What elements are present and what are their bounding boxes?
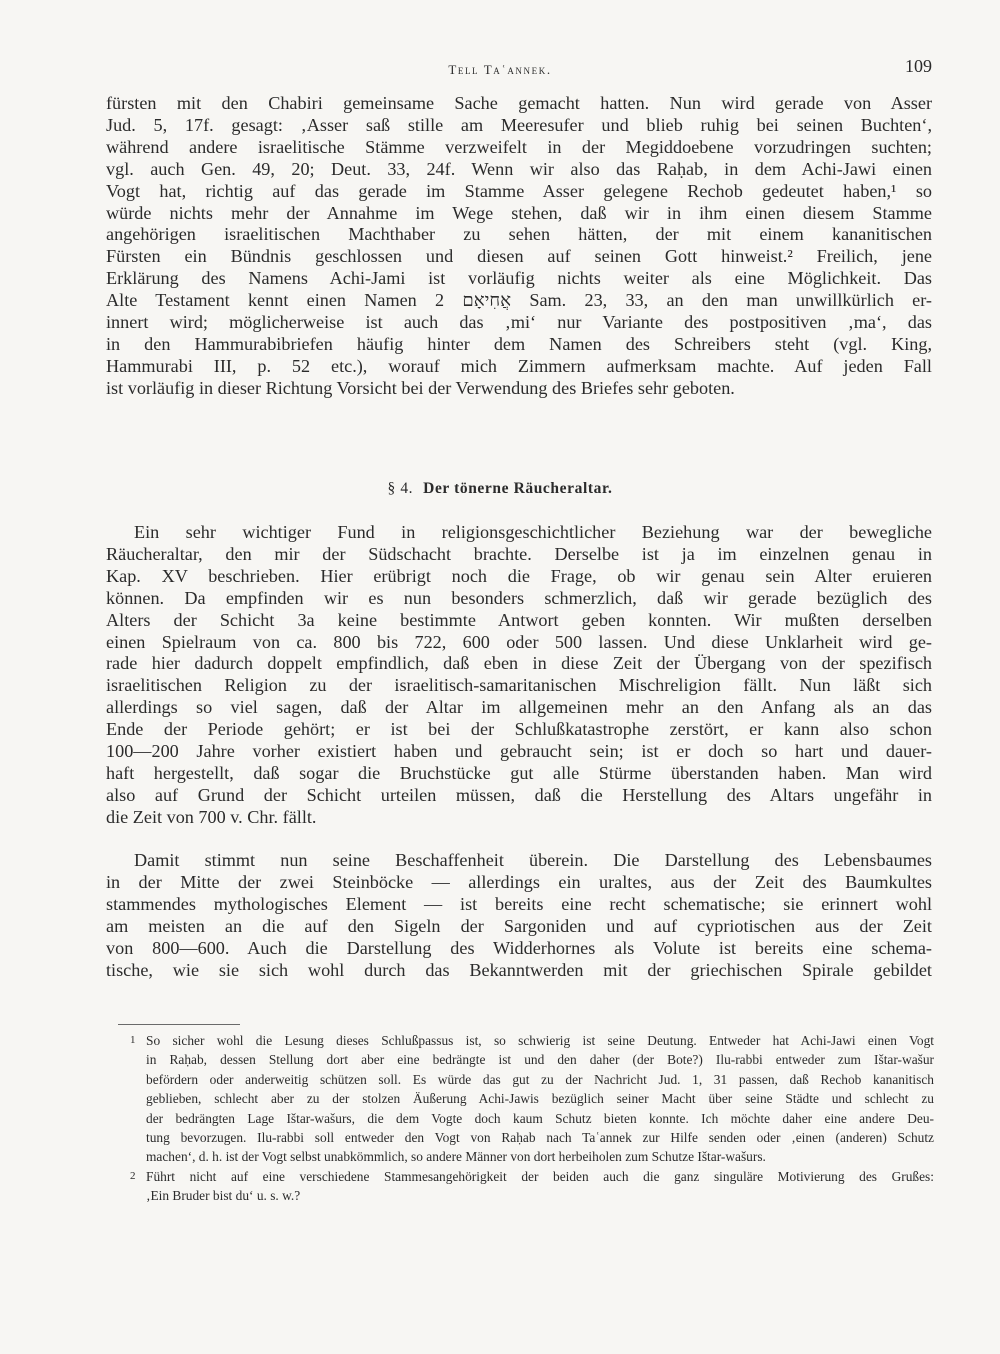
paragraph-altar-style bbox=[106, 850, 932, 981]
footnote-divider bbox=[118, 1024, 240, 1025]
footnote-1-line: der bedrängten Lage Ištar-wašurs, die dem Vogte doch kaum Schutz bieten konnte. Ich möchte daher eine andere Deu- bbox=[146, 1110, 934, 1126]
text-line: können. Da empfinden wir es nun besonders schmerzlich, daß wir gerade bezüglich des bbox=[106, 587, 932, 608]
paragraph-altar-dating bbox=[106, 522, 932, 829]
text-line: Erklärung des Namens Achi-Jami ist vorläufig nichts weiter als eine Möglichkeit. Das bbox=[106, 268, 932, 289]
paragraph-continued bbox=[106, 93, 932, 400]
text-line: Alters der Schicht 3a keine bestimmte Antwort geben konnten. Wir mußten derselben bbox=[106, 609, 932, 630]
section-heading bbox=[0, 480, 1000, 498]
text-line: israelitischen Religion zu der israelitisch-samaritanischen Mischreligion fällt. Nun läßt sich bbox=[106, 675, 932, 696]
text-line: 100—200 Jahre vorher existiert haben und gebraucht sein; ist er doch so hart und dauer- bbox=[106, 741, 932, 762]
text-line: während andere israelitische Stämme verzweifelt in der Megiddoebene vorzudringen suchten; bbox=[106, 136, 932, 157]
footnote-2-line: ‚Ein Bruder bist du‘ u. s. w.? bbox=[146, 1188, 301, 1204]
text-line: allerdings so viel sagen, daß der Altar im allgemeinen mehr an den Anfang als an das bbox=[106, 697, 932, 718]
footnote-1-line: befördern oder anderweitig schützen soll. Es würde das gut zu der Nachricht Jud. 1, 31 passen, daß Rechob kananitisch bbox=[146, 1071, 934, 1087]
running-head bbox=[0, 56, 1000, 84]
text-line: tische, wie sie sich wohl durch das Bekanntwerden mit der griechischen Spirale gebildet bbox=[106, 959, 932, 980]
footnote-2-text: Führt nicht auf eine verschiedene Stammesangehörigkeit der beiden auch die ganz singuläre Motivierung des Grußes: bbox=[146, 1168, 934, 1184]
text-line: angehörigen israelitischen Machthaber zu sehen hätten, der mit einem kananitischen bbox=[106, 224, 932, 245]
text-line: rade hier dadurch doppelt empfindlich, daß eben in diese Zeit der Übergang von der spezifisch bbox=[106, 653, 932, 674]
section-title: Der tönerne Räucheraltar. bbox=[423, 480, 613, 497]
text-line: Jud. 5, 17f. gesagt: ‚Asser saß stille am Meeresufer und blieb ruhig bei seinen Buchten‘, bbox=[106, 114, 932, 135]
text-line: stammendes mythologisches Element — ist bereits eine recht schematische; sie erinnert wohl bbox=[106, 893, 932, 914]
text-line: Kap. XV beschrieben. Hier erübrigt noch die Frage, ob wir genau sein Alter eruieren bbox=[106, 565, 932, 586]
footnote-1-text: So sicher wohl die Lesung dieses Schlußpassus ist, so schwierig ist seine Deutung. Entweder hat Achi-Jawi einen Vogt bbox=[146, 1033, 934, 1048]
text-line: vgl. auch Gen. 49, 20; Deut. 33, 24f. Wenn wir also das Raḥab, in dem Achi-Jawi einen bbox=[106, 158, 932, 179]
text-line: haft hergestellt, daß sogar die Bruchstücke gut alle Stürme überstanden haben. Man wird bbox=[106, 762, 932, 783]
text-line: Vogt hat, richtig auf das gerade im Stamme Asser gelegene Rechob gedeutet haben,¹ so bbox=[106, 180, 932, 201]
text-line: in der Mitte der zwei Steinböcke — allerdings ein uraltes, aus der Zeit des Baumkultes bbox=[106, 871, 932, 892]
footnote-1-line bbox=[130, 1031, 934, 1050]
text-line: am meisten an die auf den Sigeln der Sargoniden und auf cypriotischen aus der Zeit bbox=[106, 915, 932, 936]
text-line: Fürsten ein Bündnis geschlossen und diesen auf seinen Gott hinweist.² Freilich, jene bbox=[106, 246, 932, 267]
text-line: Damit stimmt nun seine Beschaffenheit überein. Die Darstellung des Lebensbaumes bbox=[134, 850, 932, 870]
footnote-1-mark: 1 bbox=[130, 1034, 136, 1046]
footnote-1-line: geblieben, schlecht aber zu der stolzen Äußerung Achi-Jawis bezüglich seiner Macht über seine Städte und schlecht zu bbox=[146, 1091, 934, 1107]
text-line: innert wird; möglicherweise ist auch das ‚mi‘ nur Variante des postpositiven ‚ma‘, das bbox=[106, 312, 932, 333]
footnote-1-line: machen‘, d. h. ist der Vogt selbst unabkömmlich, so andere Männer von dort herbeiholen zum Schutze Ištar-wašurs. bbox=[146, 1149, 766, 1165]
text-line: von 800—600. Auch die Darstellung des Widderhornes als Volute ist bereits eine schema- bbox=[106, 937, 932, 958]
text-line: fürsten mit den Chabiri gemeinsame Sache gemacht hatten. Nun wird gerade von Asser bbox=[106, 93, 932, 113]
running-title: Tell Taʿannek. bbox=[448, 62, 552, 77]
text-line: in den Hammurabibriefen häufig hinter dem Namen des Schreibers steht (vgl. King, bbox=[106, 333, 932, 354]
text-line: die Zeit von 700 v. Chr. fällt. bbox=[106, 806, 317, 827]
text-line: Alte Testament kennt einen Namen אֲחִיאָם 2 Sam. 23, 33, an den man unwillkürlich er- bbox=[106, 290, 932, 311]
section-number: § 4. bbox=[387, 480, 414, 497]
text-line: Ende der Periode gehört; er ist bei der Schlußkatastrophe zerstört, er kann also schon bbox=[106, 719, 932, 740]
page-number: 109 bbox=[905, 56, 932, 76]
text-line: Räucheraltar, den mir der Südschacht brachte. Derselbe ist ja im einzelnen genau in bbox=[106, 543, 932, 564]
text-line: würde nichts mehr der Annahme im Wege stehen, daß wir in ihm einen diesem Stamme bbox=[106, 202, 932, 223]
text-line: also auf Grund der Schicht urteilen müssen, daß die Herstellung des Altars ungefähr in bbox=[106, 784, 932, 805]
footnote-2-mark: 2 bbox=[130, 1169, 136, 1182]
text-line: ist vorläufig in dieser Richtung Vorsicht bei der Verwendung des Briefes sehr geboten. bbox=[106, 377, 735, 398]
text-line: Ein sehr wichtiger Fund in religionsgeschichtlicher Beziehung war der bewegliche bbox=[134, 522, 932, 542]
text-line: einen Spielraum von ca. 800 bis 722, 600 oder 500 lassen. Und diese Unklarheit wird ge- bbox=[106, 631, 932, 652]
footnote-1-line: in Raḥab, dessen Stellung dort aber eine bedrängte ist und den daher (der Bote?) Ilu-rabbi entweder zum Ištar-wašur bbox=[146, 1052, 934, 1068]
footnotes bbox=[130, 1031, 934, 1206]
footnote-1-line: tung bevorzugen. Ilu-rabbi soll entweder den Vogt von Raḥab nach Taʿannek zur Hilfe senden oder ‚einen (anderen) Schutz bbox=[146, 1130, 934, 1146]
footnote-2-line bbox=[130, 1167, 934, 1186]
text-line: Hammurabi III, p. 52 etc.), worauf mich Zimmern aufmerksam machte. Auf jeden Fall bbox=[106, 355, 932, 376]
